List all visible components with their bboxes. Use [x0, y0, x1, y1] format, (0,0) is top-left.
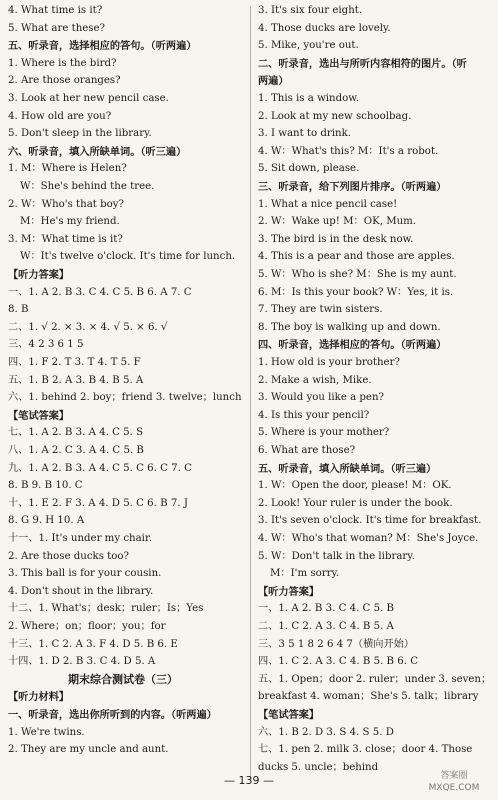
- text-line: 一、1. A 2. B 3. C 4. C 5. B 6. A 7. C: [8, 286, 192, 298]
- text-line: 6. M：Is this your book? W：Yes, it is.: [258, 286, 454, 298]
- text-line: 六、1. B 2. D 3. S 4. S 5. D: [258, 726, 394, 738]
- text-line: 8. B 9. B 10. C: [8, 480, 83, 492]
- text-line: 1. Where is the bird?: [8, 57, 117, 69]
- text-line: 3. Would you like a pen?: [258, 392, 384, 404]
- text-line: 十一、1. It's under my chair.: [8, 533, 152, 544]
- text-line: W：She's behind the tree.: [20, 181, 155, 192]
- text-line: 3. M：What time is it?: [8, 233, 123, 245]
- text-line: 4. W：Who's that woman? M：She's Joyce.: [258, 533, 479, 544]
- page-number: — 139 —: [224, 774, 274, 787]
- text-line: 3. This ball is for your cousin.: [8, 568, 162, 580]
- text-line: 1. We're twins.: [8, 726, 85, 738]
- text-line: 4. Don't shout in the library.: [8, 585, 154, 597]
- text-line: M：He's my friend.: [20, 216, 120, 228]
- text-line: 3. It's seven o'clock. It's time for breakfast.: [258, 515, 482, 527]
- text-line: 8. B: [8, 304, 29, 316]
- text-line: 2. Are those ducks too?: [8, 550, 129, 562]
- text-line: 5. Where is your mother?: [258, 427, 390, 439]
- section-heading: 【笔试答案】: [258, 709, 320, 721]
- site-logo: [415, 770, 493, 798]
- text-line: 九、1. A 2. B 3. A 4. C 5. C 6. C 7. C: [8, 462, 192, 474]
- text-line: 1. This is a window.: [258, 93, 360, 104]
- text-line: 二、1. C 2. A 3. C 4. B 5. A: [258, 621, 394, 632]
- text-line: 四、1. F 2. T 3. T 4. T 5. F: [8, 357, 141, 368]
- text-line: 十三、1. C 2. A 3. F 4. D 5. B 6. E: [8, 638, 178, 650]
- text-line: 2. W：Wake up! M：OK, Mum.: [258, 216, 417, 228]
- text-line: 2. W：Who's that boy?: [8, 198, 124, 210]
- text-line: 五、1. Open；door 2. ruler；under 3. seven；: [258, 673, 492, 685]
- text-line: 七、1. A 2. B 3. A 4. C 5. S: [8, 427, 144, 439]
- text-line: 7. They are twin sisters.: [258, 304, 383, 316]
- text-line: 2. Make a wish, Mike.: [258, 374, 372, 386]
- text-line: 4. What time is it?: [8, 5, 103, 16]
- text-line: 1. M：Where is Helen?: [8, 163, 127, 175]
- text-line: 6. What are those?: [258, 445, 356, 456]
- text-line: breakfast 4. woman；She's 5. talk；library: [258, 691, 479, 703]
- text-line: 五、1. B 2. A 3. B 4. B 5. A: [8, 374, 144, 386]
- text-line: W：It's twelve o'clock. It's time for lunch.: [20, 251, 236, 263]
- text-line: 4. How old are you?: [8, 110, 112, 122]
- text-line: 4. Those ducks are lovely.: [258, 22, 391, 34]
- text-line: 3. The bird is in the desk now.: [258, 233, 414, 245]
- text-line: 4. This is a pear and those are apples.: [258, 251, 455, 263]
- text-line: 1. What a nice pencil case!: [258, 198, 398, 210]
- text-line: 六、1. behind 2. boy；friend 3. twelve；lunch: [8, 392, 242, 404]
- section-heading: 五、听录音，选择相应的答句。（听两遍）: [8, 40, 197, 53]
- section-heading: 六、听录音，填入所缺单词。（听三遍）: [8, 145, 187, 158]
- text-line: 三、4 2 3 6 1 5: [8, 339, 84, 351]
- text-line: 八、1. A 2. C 3. A 4. C 5. B: [8, 445, 144, 456]
- text-line: 三、3 5 1 8 2 6 4 7（横向开始）: [258, 638, 415, 650]
- text-line: 5. What are these?: [8, 22, 106, 34]
- text-line: 2. Look at my new schoolbag.: [258, 110, 412, 122]
- column-divider: [250, 6, 251, 781]
- text-line: 十四、1. D 2. B 3. C 4. D 5. A: [8, 656, 156, 668]
- text-line: 2. They are my uncle and aunt.: [8, 744, 169, 756]
- section-heading: 【听力答案】: [8, 269, 70, 281]
- text-line: 5. W：Don't talk in the library.: [258, 550, 415, 562]
- section-heading: 四、听录音，选择相应的答句。（听两遍）: [258, 339, 447, 352]
- text-line: 2. Look! Your ruler is under the book.: [258, 497, 453, 509]
- text-line: 5. W：Who is she? M：She is my aunt.: [258, 269, 457, 280]
- text-line: 十二、1. What's；desk；ruler；Is；Yes: [8, 603, 204, 615]
- text-line: 8. G 9. H 10. A: [8, 515, 85, 527]
- section-title: 期末综合测试卷（三）: [68, 672, 178, 686]
- section-heading: 二、听录音，选出与所听内容相符的图片。（听: [258, 57, 467, 70]
- text-line: 3. I want to drink.: [258, 128, 351, 140]
- section-heading: 两遍）: [258, 75, 289, 88]
- text-line: 5. Sit down, please.: [258, 163, 360, 175]
- text-line: 二、1. √ 2. × 3. × 4. √ 5. × 6. √: [8, 321, 168, 333]
- logo-text: 答案圈 MXQE.COM: [428, 771, 480, 793]
- text-line: 3. Look at her new pencil case.: [8, 93, 169, 104]
- text-line: ducks 5. uncle；behind: [258, 761, 379, 773]
- text-line: 十、1. E 2. F 3. A 4. D 5. C 6. B 7. J: [8, 497, 188, 509]
- text-line: 1. W：Open the door, please! M：OK.: [258, 480, 452, 492]
- text-line: 2. Where；on；floor；you；for: [8, 621, 166, 632]
- section-heading: 五、听录音，填入所缺单词。（听三遍）: [258, 462, 437, 475]
- text-line: 4. Is this your pencil?: [258, 409, 370, 421]
- section-heading: 【笔试答案】: [8, 409, 70, 422]
- text-line: M：I'm sorry.: [270, 568, 340, 580]
- text-line: 5. Don't sleep in the library.: [8, 128, 152, 140]
- section-heading: 三、听录音，给下列图片排序。（听两遍）: [258, 181, 447, 193]
- section-heading: 一、听录音，选出你所听到的内容。（听两遍）: [8, 709, 217, 721]
- text-line: 七、1. pen 2. milk 3. close；door 4. Those: [258, 744, 473, 756]
- text-line: 四、1. C 2. A 3. C 4. B 5. B 6. C: [258, 656, 419, 668]
- section-heading: 【听力材料】: [8, 691, 70, 704]
- text-line: 一、1. A 2. B 3. C 4. C 5. B: [258, 603, 395, 615]
- section-heading: 【听力答案】: [258, 585, 320, 598]
- text-line: 2. Are those oranges?: [8, 75, 121, 87]
- text-line: 4. W：What's this? M：It's a robot.: [258, 145, 439, 157]
- text-line: 5. Mike, you're out.: [258, 40, 359, 52]
- text-line: 8. The boy is walking up and down.: [258, 321, 441, 333]
- text-line: 1. How old is your brother?: [258, 357, 400, 368]
- text-line: 3. It's six four eight.: [258, 5, 363, 16]
